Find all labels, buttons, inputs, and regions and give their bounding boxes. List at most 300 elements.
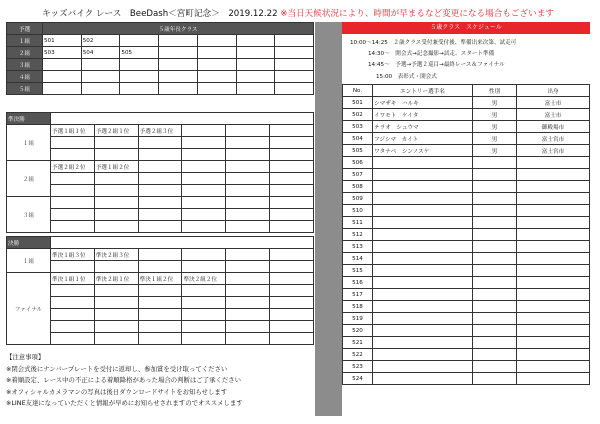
kessho-cell: [138, 261, 182, 273]
yosen-cell: [81, 71, 120, 83]
entry-name: [373, 277, 473, 289]
yosen-cell: [43, 83, 82, 95]
entry-name: [373, 361, 473, 373]
yosen-cell: 503: [43, 47, 82, 59]
entry-origin: [517, 265, 590, 277]
note-item: ※オフィシャルカメラマンの写真は後日ダウンロードサイトをお知らせします: [6, 387, 228, 396]
yosen-cell: 502: [81, 35, 120, 47]
kessho-cell: 準決２組２位: [182, 273, 226, 285]
entry-row: [343, 157, 590, 169]
entry-col-name: エントリー選手名: [373, 85, 473, 97]
junkessho-cell: 予選２組３位: [138, 125, 182, 137]
junkessho-cell: [51, 149, 95, 161]
entry-header-row: [343, 85, 590, 97]
entry-origin: [517, 277, 590, 289]
kessho-rows: [7, 249, 314, 345]
entry-no: 506: [343, 157, 373, 169]
entry-name: [373, 289, 473, 301]
entry-gender: [473, 301, 517, 313]
entry-name: [373, 325, 473, 337]
junkessho-row: [7, 125, 314, 137]
junkessho-rows: [7, 125, 314, 233]
yosen-cell: [120, 83, 159, 95]
junkessho-cell: [226, 137, 270, 149]
kessho-cell: [182, 333, 226, 345]
junkessho-cell: [226, 209, 270, 221]
entry-no: 522: [343, 349, 373, 361]
entry-row: [343, 277, 590, 289]
entry-no: 504: [343, 133, 373, 145]
entry-name: [373, 205, 473, 217]
kessho-cell: [51, 309, 95, 321]
kessho-cell: [94, 297, 138, 309]
entry-no: 521: [343, 337, 373, 349]
entry-gender: [473, 313, 517, 325]
kessho-cell: [270, 261, 314, 273]
junkessho-cell: [182, 185, 226, 197]
yosen-cell: [159, 35, 198, 47]
kessho-cell: [226, 273, 270, 285]
entry-gender: [473, 205, 517, 217]
note-item: ※閉会式後にナンバープレートを受付に返却し、参加賞を受け取ってください: [6, 364, 228, 373]
entry-origin: [517, 217, 590, 229]
yosen-cell: [275, 83, 314, 95]
entry-row: [343, 217, 590, 229]
entry-name: [373, 301, 473, 313]
yosen-cell: [120, 71, 159, 83]
entry-origin: 富士宮市: [517, 145, 590, 157]
junkessho-cell: [182, 221, 226, 233]
entry-origin: [517, 253, 590, 265]
entry-name: [373, 349, 473, 361]
entry-no: 523: [343, 361, 373, 373]
entry-origin: [517, 337, 590, 349]
kessho-cell: [51, 333, 95, 345]
entry-gender: [473, 337, 517, 349]
kessho-cell: [138, 297, 182, 309]
yosen-cell: [236, 83, 275, 95]
entry-gender: [473, 289, 517, 301]
junkessho-cell: [226, 173, 270, 185]
junkessho-cell: [138, 185, 182, 197]
entry-origin: [517, 313, 590, 325]
junkessho-cell: [94, 185, 138, 197]
entry-origin: [517, 193, 590, 205]
entry-name: シマザキ ハルキ: [373, 97, 473, 109]
entry-name: イワモト ケイタ: [373, 109, 473, 121]
junkessho-cell: [94, 137, 138, 149]
kessho-row: [7, 261, 314, 273]
entry-origin: 御殿場市: [517, 121, 590, 133]
entry-gender: [473, 181, 517, 193]
entry-origin: [517, 289, 590, 301]
entry-gender: [473, 193, 517, 205]
junkessho-group-label: ３組: [7, 197, 51, 233]
notes-heading: 【注意事項】: [6, 353, 45, 361]
junkessho-cell: [182, 209, 226, 221]
entry-gender: [473, 373, 517, 385]
kessho-row: [7, 309, 314, 321]
entry-gender: [473, 241, 517, 253]
kessho-cell: [226, 333, 270, 345]
kessho-cell: [226, 285, 270, 297]
junkessho-cell: [51, 221, 95, 233]
yosen-cell: [275, 35, 314, 47]
kessho-cell: [94, 285, 138, 297]
entry-no: 518: [343, 301, 373, 313]
junkessho-cell: [270, 173, 314, 185]
entry-origin: [517, 181, 590, 193]
junkessho-cell: [270, 209, 314, 221]
kessho-cell: [270, 309, 314, 321]
yosen-cell: [236, 71, 275, 83]
yosen-cell: [81, 83, 120, 95]
entry-row: [343, 361, 590, 373]
entry-name: [373, 373, 473, 385]
kessho-cell: [182, 285, 226, 297]
junkessho-row: [7, 209, 314, 221]
entry-gender: [473, 169, 517, 181]
entry-origin: 富士市: [517, 97, 590, 109]
entry-no: 515: [343, 265, 373, 277]
entry-row: [343, 253, 590, 265]
kessho-cell: [270, 285, 314, 297]
kessho-cell: [94, 333, 138, 345]
entry-row: [343, 97, 590, 109]
kessho-row: [7, 321, 314, 333]
kessho-label: 決勝: [7, 237, 51, 249]
junkessho-cell: [182, 149, 226, 161]
note-item: ※着順設定、レース中の不正による着順降格があった場合の判断はご了承ください: [6, 376, 242, 384]
junkessho-cell: 予選１組２位: [94, 161, 138, 173]
kessho-cell: [226, 297, 270, 309]
kessho-cell: [138, 249, 182, 261]
entry-no: 508: [343, 181, 373, 193]
entry-name: [373, 193, 473, 205]
yosen-cell: [159, 71, 198, 83]
kessho-row: [7, 297, 314, 309]
junkessho-cell: 予選２組１位: [94, 125, 138, 137]
junkessho-cell: [182, 125, 226, 137]
entry-gender: [473, 361, 517, 373]
entry-col-gender: 性別: [473, 85, 517, 97]
entry-no: 519: [343, 313, 373, 325]
kessho-cell: [182, 297, 226, 309]
kessho-cell: [94, 309, 138, 321]
kessho-cell: [182, 309, 226, 321]
entry-name: [373, 265, 473, 277]
kessho-cell: [270, 321, 314, 333]
kessho-cell: [270, 273, 314, 285]
junkessho-cell: [51, 209, 95, 221]
yosen-cell: [197, 47, 236, 59]
junkessho-cell: [226, 161, 270, 173]
junkessho-cell: [182, 161, 226, 173]
kessho-row: [7, 249, 314, 261]
entry-row: [343, 145, 590, 157]
junkessho-row: [7, 221, 314, 233]
entry-gender: 男: [473, 121, 517, 133]
junkessho-cell: 予選２組２位: [51, 161, 95, 173]
yosen-cell: [81, 59, 120, 71]
junkessho-cell: [94, 149, 138, 161]
entry-row: [343, 205, 590, 217]
yosen-cell: [43, 71, 82, 83]
entry-name: [373, 217, 473, 229]
kessho-cell: [182, 249, 226, 261]
junkessho-cell: [270, 161, 314, 173]
kessho-cell: [226, 309, 270, 321]
entry-origin: [517, 157, 590, 169]
yosen-cell: 501: [43, 35, 82, 47]
yosen-group-label: ４組: [7, 71, 43, 83]
kessho-cell: [226, 249, 270, 261]
junkessho-row: [7, 185, 314, 197]
kessho-cell: [226, 321, 270, 333]
kessho-cell: [51, 297, 95, 309]
entry-name: [373, 313, 473, 325]
entry-row: [343, 313, 590, 325]
junkessho-row: [7, 137, 314, 149]
yosen-row: [7, 35, 314, 47]
junkessho-cell: [270, 197, 314, 209]
junkessho-row: [7, 197, 314, 209]
entry-name: [373, 169, 473, 181]
junkessho-row: [7, 173, 314, 185]
yosen-cell: [236, 59, 275, 71]
kessho-row: [7, 285, 314, 297]
entry-gender: 男: [473, 133, 517, 145]
junkessho-cell: [94, 209, 138, 221]
entry-row: [343, 289, 590, 301]
schedule-heading: ５歳クラス スケジュール: [342, 22, 590, 34]
yosen-cell: [275, 71, 314, 83]
entry-row: [343, 337, 590, 349]
entry-origin: [517, 169, 590, 181]
yosen-row: [7, 83, 314, 95]
entry-gender: [473, 277, 517, 289]
entry-origin: 富士市: [517, 109, 590, 121]
entry-row: [343, 349, 590, 361]
entry-origin: [517, 229, 590, 241]
entry-col-origin: 出身: [517, 85, 590, 97]
entry-row: [343, 241, 590, 253]
junkessho-cell: [138, 161, 182, 173]
entry-rows: [343, 97, 590, 385]
yosen-row: [7, 59, 314, 71]
kessho-table: [6, 236, 314, 345]
kessho-cell: [51, 321, 95, 333]
yosen-group-label: ５組: [7, 83, 43, 95]
entry-origin: [517, 373, 590, 385]
kessho-cell: [138, 285, 182, 297]
kessho-cell: [138, 333, 182, 345]
schedule-item: 10:00〜14:25 ２歳クラス受付兼受付後、準備出来次第、試走可: [350, 40, 517, 46]
entry-no: 502: [343, 109, 373, 121]
kessho-cell: 準決１組３位: [51, 249, 95, 261]
entry-origin: [517, 361, 590, 373]
junkessho-cell: [270, 125, 314, 137]
entry-name: テラオ シュウマ: [373, 121, 473, 133]
entry-row: [343, 193, 590, 205]
junkessho-cell: [138, 149, 182, 161]
junkessho-cell: [138, 137, 182, 149]
entry-gender: 男: [473, 109, 517, 121]
entry-name: [373, 229, 473, 241]
entry-origin: 富士宮市: [517, 133, 590, 145]
kessho-group-label: １組: [7, 249, 51, 273]
kessho-cell: [182, 321, 226, 333]
kessho-cell: [51, 285, 95, 297]
entry-row: [343, 181, 590, 193]
entry-name: フジシマ カイト: [373, 133, 473, 145]
junkessho-cell: [270, 137, 314, 149]
kessho-cell: [94, 321, 138, 333]
yosen-cell: [275, 59, 314, 71]
junkessho-cell: [51, 185, 95, 197]
yosen-cell: [43, 59, 82, 71]
entry-no: 513: [343, 241, 373, 253]
entry-row: [343, 373, 590, 385]
entry-name: [373, 181, 473, 193]
junkessho-row: [7, 149, 314, 161]
junkessho-cell: [51, 137, 95, 149]
junkessho-cell: [270, 185, 314, 197]
junkessho-cell: [226, 197, 270, 209]
note-item: ※LINE友達になっていただくと情報が早めにお知らせされますのでオススメします: [6, 399, 243, 407]
junkessho-cell: [182, 197, 226, 209]
entry-row: [343, 301, 590, 313]
entry-no: 510: [343, 205, 373, 217]
yosen-cell: [197, 83, 236, 95]
yosen-rows: [7, 35, 314, 95]
yosen-row: [7, 71, 314, 83]
yosen-cell: [159, 59, 198, 71]
kessho-cell: [51, 261, 95, 273]
kessho-cell: [94, 261, 138, 273]
entry-gender: [473, 253, 517, 265]
yosen-cell: 504: [81, 47, 120, 59]
entry-row: [343, 229, 590, 241]
kessho-cell: [270, 249, 314, 261]
junkessho-cell: [94, 221, 138, 233]
entry-gender: [473, 349, 517, 361]
entry-row: [343, 325, 590, 337]
entry-gender: [473, 229, 517, 241]
junkessho-group-label: ２組: [7, 161, 51, 197]
entry-row: [343, 133, 590, 145]
kessho-cell: [270, 333, 314, 345]
yosen-cell: [236, 47, 275, 59]
yosen-group-label: ３組: [7, 59, 43, 71]
entry-no: 516: [343, 277, 373, 289]
junkessho-cell: [226, 125, 270, 137]
yosen-cell: [197, 35, 236, 47]
entry-name: [373, 241, 473, 253]
entry-name: [373, 337, 473, 349]
entry-origin: [517, 301, 590, 313]
entry-gender: [473, 217, 517, 229]
junkessho-cell: [226, 221, 270, 233]
entry-no: 503: [343, 121, 373, 133]
entry-no: 514: [343, 253, 373, 265]
yosen-cell: [275, 47, 314, 59]
yosen-cell: [236, 35, 275, 47]
yosen-table: [6, 22, 314, 95]
schedule-item: 15:00 表彰式・閉会式: [376, 74, 437, 80]
entry-name: [373, 157, 473, 169]
entry-no: 517: [343, 289, 373, 301]
junkessho-cell: [226, 185, 270, 197]
yosen-cell: [159, 47, 198, 59]
schedule-item: 14:30〜 開会式→記念撮影→試走、スタート準備: [368, 51, 495, 57]
entry-row: [343, 169, 590, 181]
center-divider: [315, 22, 342, 416]
entry-gender: 男: [473, 97, 517, 109]
junkessho-cell: [182, 173, 226, 185]
entry-no: 511: [343, 217, 373, 229]
junkessho-group-label: １組: [7, 125, 51, 161]
junkessho-cell: [270, 149, 314, 161]
entry-origin: [517, 349, 590, 361]
junkessho-cell: [226, 149, 270, 161]
kessho-cell: 準決２組３位: [94, 249, 138, 261]
kessho-cell: [138, 309, 182, 321]
junkessho-label: 準決勝: [7, 113, 51, 125]
kessho-group-label: ファイナル: [7, 273, 51, 345]
entry-gender: 男: [473, 145, 517, 157]
entry-table: [342, 84, 590, 385]
kessho-cell: [182, 261, 226, 273]
kessho-cell: 準決１組２位: [138, 273, 182, 285]
entry-gender: [473, 325, 517, 337]
yosen-class-name: ５歳年長クラス: [43, 23, 314, 35]
entry-no: 512: [343, 229, 373, 241]
entry-gender: [473, 157, 517, 169]
entry-no: 507: [343, 169, 373, 181]
junkessho-cell: [94, 173, 138, 185]
yosen-group-label: ２組: [7, 47, 43, 59]
yosen-label: 予選: [7, 23, 43, 35]
entry-name: ワタナベ シンノスケ: [373, 145, 473, 157]
yosen-cell: [197, 71, 236, 83]
entry-col-no: No.: [343, 85, 373, 97]
title-text: キッズバイク レース BeeDash＜宮町記念＞ 2019.12.22: [42, 9, 278, 19]
yosen-row: [7, 47, 314, 59]
kessho-cell: 準決１組１位: [51, 273, 95, 285]
junkessho-row: [7, 161, 314, 173]
entry-no: 520: [343, 325, 373, 337]
junkessho-table: [6, 112, 314, 233]
kessho-cell: [270, 297, 314, 309]
junkessho-cell: [51, 173, 95, 185]
entry-no: 501: [343, 97, 373, 109]
page-title: [42, 7, 562, 21]
entry-row: [343, 109, 590, 121]
entry-no: 505: [343, 145, 373, 157]
entry-origin: [517, 241, 590, 253]
yosen-cell: [120, 35, 159, 47]
junkessho-cell: [138, 173, 182, 185]
entry-row: [343, 265, 590, 277]
entry-name: [373, 253, 473, 265]
entry-origin: [517, 205, 590, 217]
entry-origin: [517, 325, 590, 337]
junkessho-cell: [138, 221, 182, 233]
entry-row: [343, 121, 590, 133]
schedule-item: 14:45〜 予選→予選２巡目→最終レース＆ファイナル: [368, 62, 505, 68]
yosen-group-label: １組: [7, 35, 43, 47]
